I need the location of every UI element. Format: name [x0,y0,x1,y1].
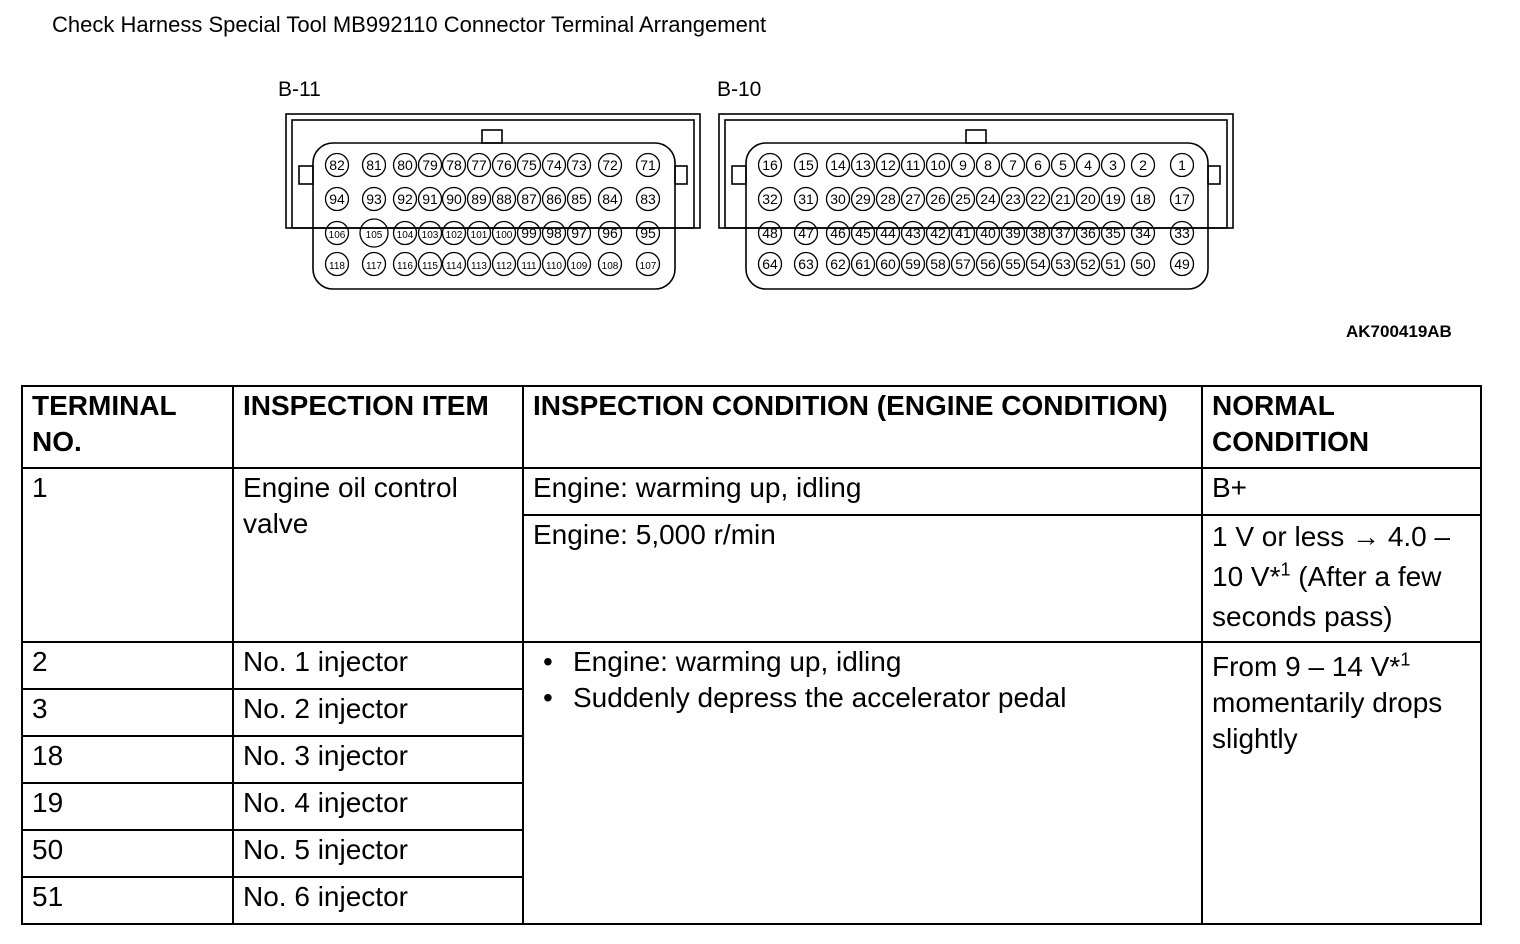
terminal-pin-number: 2 [1139,157,1147,173]
terminal-pin-number: 33 [1174,225,1190,241]
connector-pins [326,154,1194,276]
terminal-pin-number: 40 [980,225,996,241]
normal-text: From 9 – 14 V* [1212,651,1401,682]
terminal-pin-number: 117 [366,261,382,272]
terminal-pin-number: 6 [1034,157,1042,173]
terminal-pin-number: 111 [521,261,537,272]
terminal-pin-number: 18 [1135,191,1151,207]
terminal-pin-number: 84 [602,191,618,207]
terminal-pin-number: 47 [798,225,814,241]
condition-cell: Engine: 5,000 r/min [523,515,1202,642]
terminal-pin-number: 27 [905,191,921,207]
terminal-pin-number: 14 [830,157,846,173]
terminal-pin-number: 39 [1005,225,1021,241]
terminal-pin-number: 76 [496,157,512,173]
normal-text: 1 V or less → 4.0 – 10 V* [1212,521,1451,592]
terminal-pin-number: 30 [830,191,846,207]
terminal-pin-number: 31 [798,191,814,207]
item-cell: No. 6 injector [233,877,523,924]
terminal-pin-number: 35 [1105,225,1121,241]
terminal-pin-number: 112 [496,261,512,272]
terminal-pin-number: 101 [470,230,488,241]
terminal-pin-number: 41 [955,225,971,241]
connector-label-b11: B-11 [278,78,321,101]
terminal-pin-number: 56 [980,256,996,272]
terminal-pin-number: 43 [905,225,921,241]
terminal-pin-number: 44 [880,225,896,241]
terminal-pin-number: 79 [422,157,438,173]
normal-text-cont: momentarily drops slightly [1212,687,1443,754]
terminal-pin-number: 90 [446,191,462,207]
normal-cell [1202,642,1481,924]
terminal-pin-number: 118 [329,261,345,272]
terminal-pin-number: 60 [880,256,896,272]
terminal-pin-number: 80 [397,157,413,173]
terminal-pin-number: 46 [830,225,846,241]
table-header-row [22,386,1481,468]
terminal-pin-number: 3 [1109,157,1117,173]
terminal-pin-number: 74 [546,157,562,173]
terminal-pin-number: 100 [495,230,513,241]
terminal-pin-number: 58 [930,256,946,272]
terminal-pin-number: 105 [365,230,383,241]
terminal-pin-number: 102 [445,230,463,241]
terminal-pin-number: 94 [329,191,345,207]
terminal-pin-number: 64 [762,256,778,272]
terminal-pin-number: 92 [397,191,413,207]
terminal-pin-number: 71 [640,157,656,173]
terminal-pin-number: 4 [1084,157,1092,173]
header-inspection-condition: INSPECTION CONDITION (ENGINE CONDITION) [523,386,1202,468]
terminal-pin-number: 95 [640,225,656,241]
terminal-pin-number: 25 [955,191,971,207]
condition-bullet: • Suddenly depress the accelerator pedal [533,680,1192,716]
header-terminal-no: TERMINAL NO. [22,386,233,468]
terminal-pin-number: 10 [930,157,946,173]
item-cell: Engine oil control valve [233,468,523,642]
terminal-pin-number: 83 [640,191,656,207]
item-cell: No. 2 injector [233,689,523,736]
terminal-pin-number: 26 [930,191,946,207]
terminal-pin-number: 107 [639,261,657,272]
terminal-pin-number: 50 [1135,256,1151,272]
terminal-pin-number: 98 [546,225,562,241]
terminal-pin-number: 116 [397,261,413,272]
terminal-pin-number: 82 [329,157,345,173]
terminal-pin-number: 11 [905,157,921,173]
terminal-pin-number: 13 [855,157,871,173]
terminal-pin-number: 38 [1030,225,1046,241]
terminal-pin-number: 48 [762,225,778,241]
table-row [22,642,1481,689]
terminal-pin-number: 113 [471,261,487,272]
footnote-marker: 1 [1280,559,1291,580]
terminal-pin-number: 55 [1005,256,1021,272]
item-cell: No. 1 injector [233,642,523,689]
terminal-pin-number: 16 [762,157,778,173]
normal-cell: B+ [1202,468,1481,515]
terminal-pin-number: 57 [955,256,971,272]
terminal-pin-number: 86 [546,191,562,207]
terminal-pin-number: 78 [446,157,462,173]
item-cell: No. 3 injector [233,736,523,783]
terminal-pin-number: 108 [601,261,619,272]
terminal-pin-number: 114 [446,261,462,272]
terminal-pin-number: 32 [762,191,778,207]
terminal-cell: 51 [22,877,233,924]
terminal-pin-number: 75 [521,157,537,173]
terminal-cell: 3 [22,689,233,736]
terminal-pin-number: 24 [980,191,996,207]
terminal-pin-number: 22 [1030,191,1046,207]
table-row [22,468,1481,515]
terminal-pin-number: 36 [1080,225,1096,241]
terminal-pin-number: 20 [1080,191,1096,207]
connector-diagram [0,0,1520,320]
figure-id: AK700419AB [1346,322,1452,341]
terminal-pin-number: 8 [984,157,992,173]
header-normal-condition: NORMAL CONDITION [1202,386,1481,468]
terminal-pin-number: 21 [1055,191,1071,207]
terminal-cell: 50 [22,830,233,877]
terminal-pin-number: 91 [422,191,438,207]
terminal-pin-number: 72 [602,157,618,173]
terminal-pin-number: 97 [571,225,587,241]
normal-text-cont: (After a few seconds pass) [1212,561,1442,632]
terminal-cell: 19 [22,783,233,830]
condition-cell: Engine: warming up, idling [523,468,1202,515]
terminal-pin-number: 81 [366,157,382,173]
terminal-pin-number: 73 [571,157,587,173]
terminal-cell: 18 [22,736,233,783]
terminal-pin-number: 9 [959,157,967,173]
terminal-pin-number: 15 [798,157,814,173]
page-title: Check Harness Special Tool MB992110 Connector Terminal Arrangement [52,12,767,37]
condition-bullet: • Engine: warming up, idling [533,644,1192,680]
terminal-pin-number: 34 [1135,225,1151,241]
terminal-pin-number: 63 [798,256,814,272]
item-cell: No. 4 injector [233,783,523,830]
condition-cell [523,642,1202,924]
terminal-cell: 2 [22,642,233,689]
terminal-pin-number: 51 [1105,256,1121,272]
terminal-pin-number: 52 [1080,256,1096,272]
terminal-pin-number: 88 [496,191,512,207]
terminal-pin-number: 115 [422,261,438,272]
terminal-pin-number: 19 [1105,191,1121,207]
terminal-pin-number: 1 [1178,157,1186,173]
terminal-pin-number: 37 [1055,225,1071,241]
terminal-pin-number: 29 [855,191,871,207]
terminal-pin-number: 85 [571,191,587,207]
terminal-pin-number: 42 [930,225,946,241]
terminal-pin-number: 12 [880,157,896,173]
terminal-pin-number: 28 [880,191,896,207]
footnote-marker: 1 [1400,649,1411,670]
terminal-pin-number: 17 [1174,191,1190,207]
terminal-cell: 1 [22,468,233,642]
terminal-pin-number: 61 [855,256,871,272]
terminal-pin-number: 77 [471,157,487,173]
terminal-pin-number: 45 [855,225,871,241]
item-cell: No. 5 injector [233,830,523,877]
inspection-table [21,385,1482,925]
terminal-pin-number: 104 [396,230,414,241]
terminal-pin-number: 49 [1174,256,1190,272]
header-inspection-item: INSPECTION ITEM [233,386,523,468]
terminal-pin-number: 7 [1009,157,1017,173]
connector-label-b10: B-10 [717,78,762,101]
terminal-pin-number: 89 [471,191,487,207]
terminal-pin-number: 54 [1030,256,1046,272]
terminal-pin-number: 96 [602,225,618,241]
terminal-pin-number: 53 [1055,256,1071,272]
terminal-pin-number: 93 [366,191,382,207]
terminal-pin-number: 110 [546,261,562,272]
terminal-pin-number: 99 [521,225,537,241]
terminal-pin-number: 62 [830,256,846,272]
terminal-pin-number: 103 [421,230,439,241]
terminal-pin-number: 59 [905,256,921,272]
terminal-pin-number: 109 [570,261,588,272]
terminal-pin-number: 106 [328,230,346,241]
normal-cell [1202,515,1481,642]
terminal-pin-number: 23 [1005,191,1021,207]
terminal-pin-number: 5 [1059,157,1067,173]
terminal-pin-number: 87 [521,191,537,207]
